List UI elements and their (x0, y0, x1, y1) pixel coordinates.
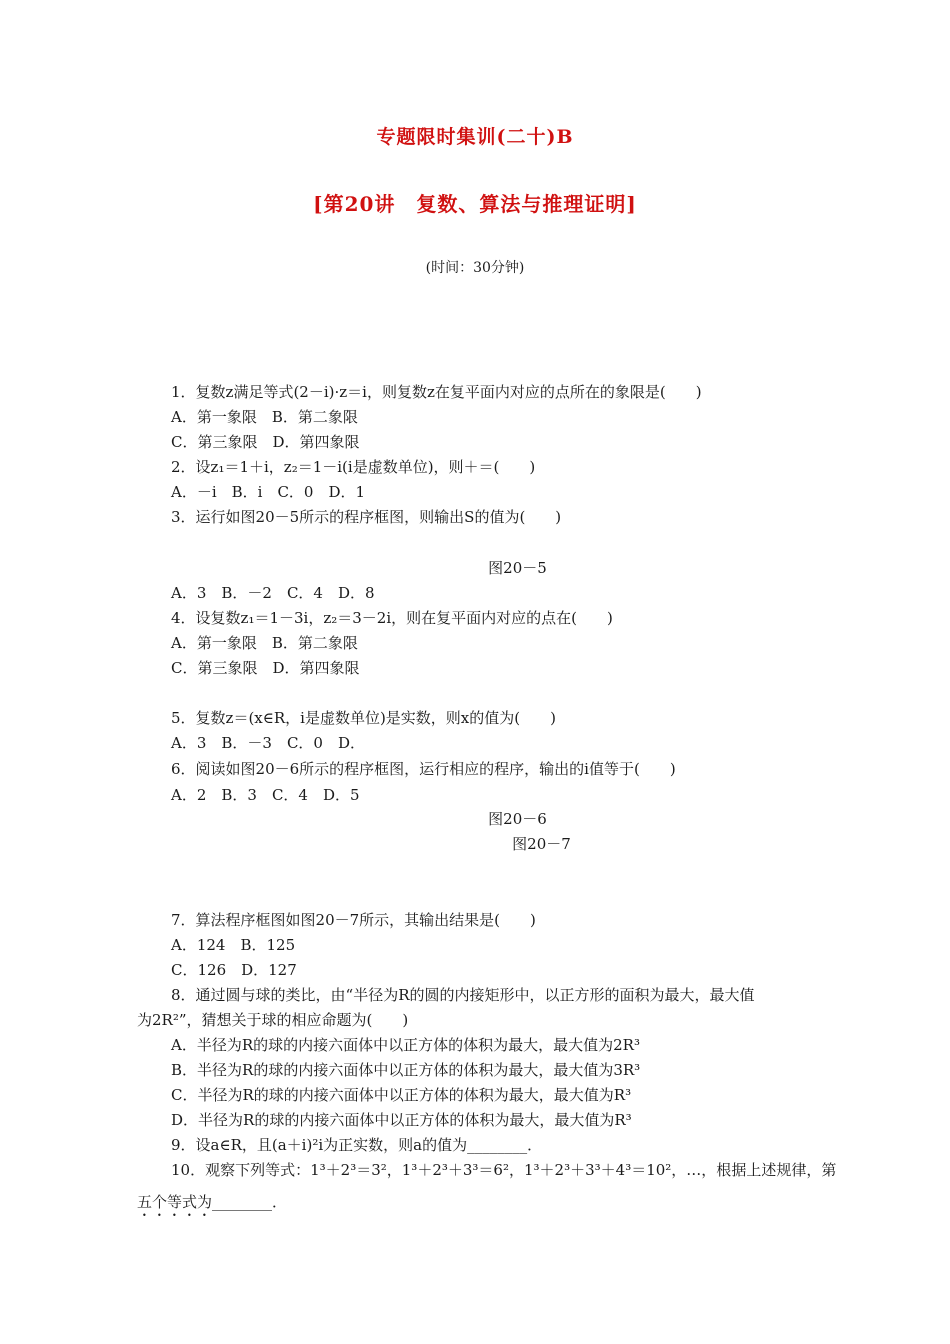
question-8-option-a: A．半径为R的球的内接六面体中以正方体的体积为最大，最大值为2R³ (171, 1036, 640, 1054)
question-8-option-c: C．半径为R的球的内接六面体中以正方体的体积为最大，最大值为R³ (171, 1086, 632, 1104)
question-4-options-cd: C．第三象限 D．第四象限 (171, 659, 360, 677)
page-title: 专题限时集训(二十)B (376, 126, 574, 148)
figure-caption-20-5: 图20－5 (488, 559, 547, 577)
question-3-options: A．3 B．－2 C．4 D．8 (171, 584, 375, 602)
figure-caption-20-7: 图20－7 (512, 835, 571, 853)
question-7-options-cd: C．126 D．127 (171, 961, 297, 979)
lecture-subtitle: [第20讲 复数、算法与推理证明] (313, 192, 637, 216)
question-10-line-2: 五个等式为________． (137, 1193, 288, 1211)
question-8-line-1: 8．通过圆与球的类比，由“半径为R的圆的内接矩形中，以正方形的面积为最大，最大值 (171, 986, 755, 1004)
question-7: 7．算法程序框图如图20－7所示，其输出结果是( ) (171, 911, 536, 929)
question-4: 4．设复数z₁＝1－3i，z₂＝3－2i，则在复平面内对应的点在( ) (171, 609, 613, 627)
question-2: 2．设z₁＝1＋i，z₂＝1－i(i是虚数单位)，则＋＝( ) (171, 458, 536, 476)
question-8-line-2: 为2R²”，猜想关于球的相应命题为( ) (137, 1011, 409, 1029)
question-4-options-ab: A．第一象限 B．第二象限 (171, 634, 358, 652)
question-2-options: A．－i B．i C．0 D．1 (171, 483, 366, 501)
figure-caption-20-6: 图20－6 (488, 810, 547, 828)
question-5-options: A．3 B．－3 C．0 D． (171, 734, 365, 752)
question-1: 1．复数z满足等式(2－i)·z＝i，则复数z在复平面内对应的点所在的象限是( ) (171, 383, 702, 401)
question-7-options-ab: A．124 B．125 (171, 936, 296, 954)
question-3: 3．运行如图20－5所示的程序框图，则输出S的值为( ) (171, 508, 562, 526)
question-6-options: A．2 B．3 C．4 D．5 (171, 786, 360, 804)
question-6: 6．阅读如图20－6所示的程序框图，运行相应的程序，输出的i值等于( ) (171, 760, 676, 778)
question-8-option-d: D．半径为R的球的内接六面体中以正方体的体积为最大，最大值为R³ (171, 1111, 632, 1129)
question-9: 9．设a∈R，且(a＋i)²i为正实数，则a的值为________． (171, 1136, 543, 1154)
question-1-options-cd: C．第三象限 D．第四象限 (171, 433, 360, 451)
question-10-line-1: 10．观察下列等式：1³＋2³＝3²，1³＋2³＋3³＝6²，1³＋2³＋3³＋4³＝10²，…，根据上述规律，第 (171, 1161, 837, 1179)
question-8-option-b: B．半径为R的球的内接六面体中以正方体的体积为最大，最大值为3R³ (171, 1061, 641, 1079)
time-limit-note: (时间：30分钟) (425, 260, 525, 276)
question-5: 5．复数z＝(x∈R，i是虚数单位)是实数，则x的值为( ) (171, 709, 556, 727)
question-1-options-ab: A．第一象限 B．第二象限 (171, 408, 358, 426)
